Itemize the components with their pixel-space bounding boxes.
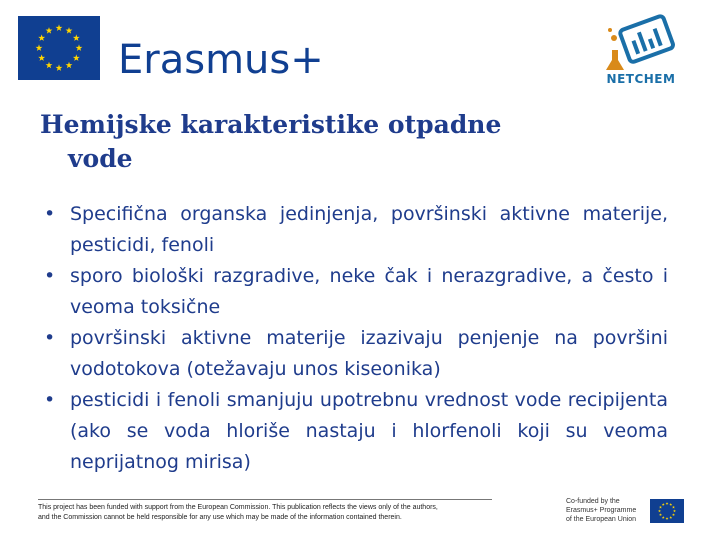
netchem-wordmark: NETCHEM — [606, 72, 676, 86]
slide-title — [40, 108, 640, 176]
eu-flag-logo — [18, 16, 100, 80]
bullet-list — [44, 199, 668, 478]
netchem-flask-icon — [592, 10, 684, 74]
bullet-item: • sporo biološki razgradive, neke čak i nerazgradive, a često i veoma toksične — [44, 261, 668, 323]
cofunded-line2: Erasmus+ Programme — [566, 507, 637, 514]
footer-divider — [38, 499, 492, 500]
slide-title-line1: Hemijske karakteristike otpadne — [40, 110, 502, 139]
cofunded-line3: of the European Union — [566, 516, 637, 523]
cofunded-notice — [566, 497, 650, 524]
footer-disclaimer — [38, 503, 508, 523]
erasmus-plus-wordmark: Erasmus+ — [118, 37, 324, 83]
cofunded-line1: Co-funded by the — [566, 498, 620, 505]
eu-stars-icon — [18, 16, 100, 80]
bullet-item: • pesticidi i fenoli smanjuju upotrebnu vrednost vode recipijenta (ako se voda hloriše nastaju i hlorfenoli koji su veoma neprijatnog mirisa) — [44, 385, 668, 478]
eu-flag-small-logo — [650, 499, 684, 523]
bullet-item: • površinski aktivne materije izazivaju penjenje na površini vodotokova (otežavaju unos kiseonika) — [44, 323, 668, 385]
bullet-item: • Specifična organska jedinjenja, površinski aktivne materije, pesticidi, fenoli — [44, 199, 668, 261]
footer-disclaimer-line1: This project has been funded with support from the European Commission. This publication reflects the views only of the authors, — [38, 504, 438, 511]
slide-title-line2: vode — [68, 144, 133, 173]
eu-stars-small-icon — [650, 499, 684, 523]
footer-disclaimer-line2: and the Commission cannot be held responsible for any use which may be made of the information contained therein. — [38, 514, 402, 521]
